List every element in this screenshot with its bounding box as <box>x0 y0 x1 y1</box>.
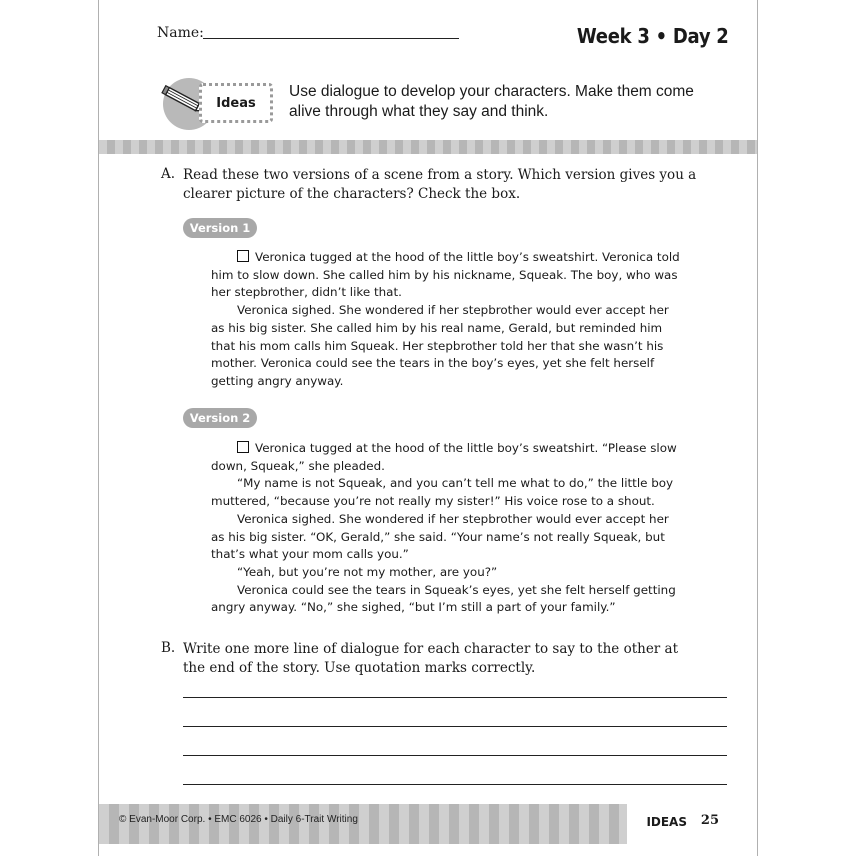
version-2-paragraph-3: Veronica sighed. She wondered if her stepbrother would ever accept her as his big sister. “OK, Gerald,” she said. “Your name’s not really Squeak, but that’s what your mom calls you.” <box>211 511 669 562</box>
version-2-paragraph-4: “Yeah, but you’re not my mother, are you?” <box>237 564 498 579</box>
answer-line[interactable] <box>183 697 727 698</box>
worksheet-page <box>98 0 758 856</box>
version-1-label: Version 1 <box>183 218 257 238</box>
ideas-badge <box>157 74 275 132</box>
intro-text: Use dialogue to develop your characters. Make them come alive through what they say and think. <box>289 83 694 120</box>
version-2-checkbox[interactable] <box>237 441 249 453</box>
version-1-text <box>211 249 681 391</box>
version-2-paragraph-2: “My name is not Squeak, and you can’t tell me what to do,” the little boy muttered, “because you’re not really my sister!” His voice rose to a shout. <box>211 476 674 509</box>
section-a-letter: A. <box>161 166 176 182</box>
top-stripe-band <box>99 140 757 154</box>
answer-line[interactable] <box>183 784 727 785</box>
version-2-paragraph-1: Veronica tugged at the hood of the little boy’s sweatshirt. “Please slow down, Squeak,” she pleaded. <box>211 441 677 473</box>
section-b-letter: B. <box>161 640 176 656</box>
version-1-paragraph-1: Veronica tugged at the hood of the little boy’s sweatshirt. Veronica told him to slow down. She called him by his nickname, Squeak. The boy, who was her stepbrother, didn’t like that. <box>211 250 680 300</box>
page-number: 25 <box>700 813 719 828</box>
version-1-paragraph-2: Veronica sighed. She wondered if her stepbrother would ever accept her as his big sister. She called him by his real name, Gerald, but reminded him that his mom calls him Squeak. Her stepbrother told her that she wasn’t his mother. Veronica could see the tears in the boy’s eyes, yet she felt herself getting angry anyway. <box>211 303 669 388</box>
week-day-title: Week 3 • Day 2 <box>577 24 729 48</box>
badge-label: Ideas <box>199 83 273 123</box>
name-label: Name: <box>157 25 204 41</box>
section-a-instructions: Read these two versions of a scene from a story. Which version gives you a clearer picture of the characters? Check the box. <box>183 167 697 202</box>
footer-trait: IDEAS <box>646 815 687 829</box>
version-2-text <box>211 440 681 617</box>
version-2-paragraph-5: Veronica could see the tears in Squeak’s eyes, yet she felt herself getting angry anyway. “No,” she sighed, “but I’m still a part of your family.” <box>211 582 676 615</box>
section-b-instructions: Write one more line of dialogue for each character to say to the other at the end of the story. Use quotation marks correctly. <box>183 641 679 676</box>
answer-line[interactable] <box>183 726 727 727</box>
name-input-line[interactable] <box>203 38 459 39</box>
version-1-checkbox[interactable] <box>237 250 249 262</box>
footer-copyright: © Evan-Moor Corp. • EMC 6026 • Daily 6-Trait Writing <box>119 814 358 825</box>
answer-line[interactable] <box>183 755 727 756</box>
version-2-label: Version 2 <box>183 408 257 428</box>
